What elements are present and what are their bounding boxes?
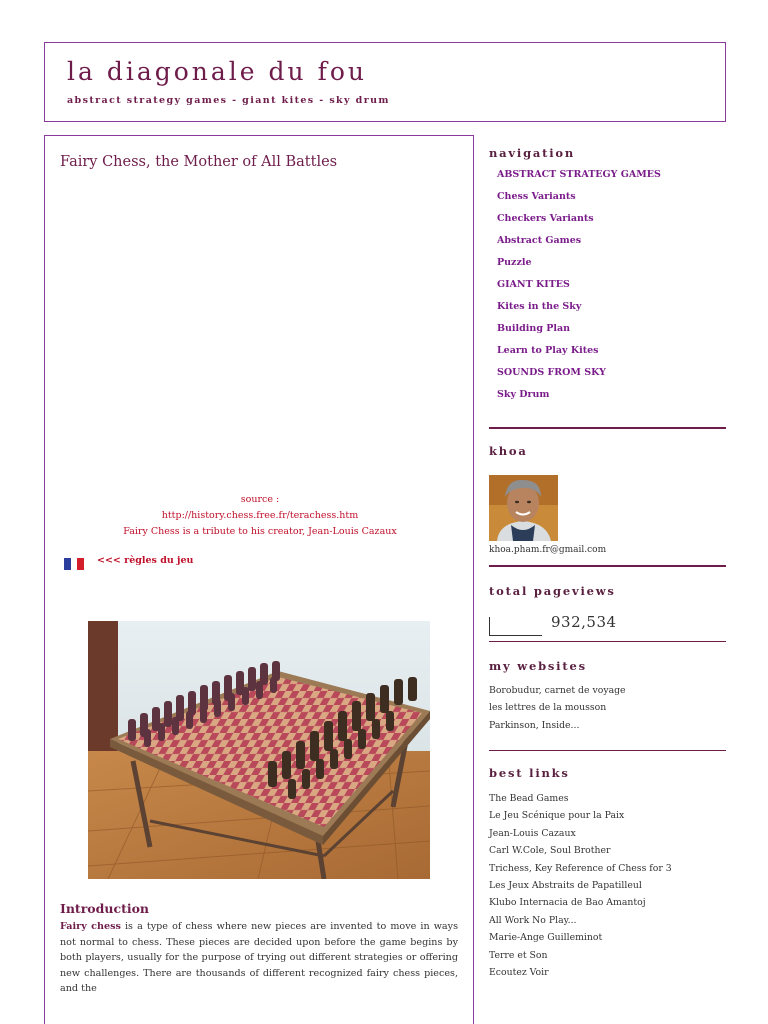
nav-item[interactable]: Checkers Variants	[497, 213, 594, 224]
intro-text: is a type of chess where new pieces are invented to move in ways not normal to chess. These pieces are decided upon before the game begins by both players, usually for the purpose of trying out different strategies or offering new challenges. There are thousands of different recognized fairy chess pieces, and the	[60, 921, 459, 995]
nav-item[interactable]: Building Plan	[497, 323, 571, 334]
nav-item[interactable]: Kites in the Sky	[497, 301, 582, 312]
post-title[interactable]: Fairy Chess, the Mother of All Battles	[60, 154, 338, 170]
nav-item[interactable]: Learn to Play Kites	[497, 345, 599, 356]
divider	[489, 427, 726, 429]
pageviews-heading: total pageviews	[489, 584, 616, 598]
divider	[489, 750, 726, 751]
best-link[interactable]: Ecoutez Voir	[489, 966, 549, 978]
nav-item[interactable]: Abstract Games	[497, 235, 582, 246]
nav-item[interactable]: Puzzle	[497, 257, 532, 268]
divider	[489, 641, 726, 642]
nav-item[interactable]: ABSTRACT STRATEGY GAMES	[497, 169, 661, 180]
best-link[interactable]: Le Jeu Scénique pour la Paix	[489, 810, 625, 822]
source-label: source :	[240, 494, 280, 505]
best-link[interactable]: The Bead Games	[489, 793, 569, 804]
websites-heading: my websites	[489, 659, 587, 673]
rules-link[interactable]: <<< règles du jeu	[97, 555, 194, 566]
best-link[interactable]: All Work No Play...	[489, 914, 577, 926]
nav-list	[497, 169, 661, 411]
sidebar-pageviews	[489, 584, 726, 646]
source-link[interactable]: http://history.chess.free.fr/terachess.htm	[161, 510, 359, 521]
best-link[interactable]: Jean-Louis Cazaux	[489, 827, 576, 839]
best-link[interactable]: Trichess, Key Reference of Chess for 3	[489, 862, 672, 874]
avatar[interactable]	[489, 475, 558, 541]
source-block	[45, 492, 474, 540]
best-link[interactable]: Carl W.Cole, Soul Brother	[489, 845, 611, 857]
intro-paragraph	[60, 919, 458, 997]
divider	[489, 565, 726, 567]
nav-item[interactable]: SOUNDS FROM SKY	[497, 367, 606, 378]
chess-set-photo	[88, 621, 430, 879]
best-link[interactable]: Marie-Ange Guilleminot	[489, 932, 603, 944]
sidebar-websites	[489, 659, 726, 754]
pageviews-sparkline	[489, 617, 542, 636]
website-link[interactable]: les lettres de la mousson	[489, 702, 607, 714]
best-links-list	[489, 793, 672, 984]
navigation-heading: navigation	[489, 146, 576, 160]
best-links-heading: best links	[489, 766, 570, 780]
intro-heading: Introduction	[60, 901, 150, 916]
sidebar-best-links	[489, 766, 726, 996]
tribute-text: Fairy Chess is a tribute to his creator, Jean-Louis Cazaux	[123, 526, 397, 537]
site-title[interactable]: la diagonale du fou	[67, 57, 368, 86]
french-flag-icon	[64, 558, 84, 570]
nav-item[interactable]: GIANT KITES	[497, 279, 570, 290]
intro-term: Fairy chess	[60, 921, 121, 932]
nav-item[interactable]: Sky Drum	[497, 389, 550, 400]
main-post	[44, 135, 474, 1024]
best-link[interactable]: Terre et Son	[489, 949, 548, 961]
website-link[interactable]: Parkinson, Inside...	[489, 719, 580, 731]
nav-item[interactable]: Chess Variants	[497, 191, 576, 202]
sidebar-profile	[489, 444, 726, 569]
blog-header	[44, 42, 726, 122]
best-link[interactable]: Les Jeux Abstraits de Papatilleul	[489, 879, 642, 891]
sidebar-navigation	[489, 146, 726, 436]
pageviews-count: 932,534	[551, 613, 617, 631]
site-tagline: abstract strategy games - giant kites - sky drum	[67, 95, 390, 106]
website-link[interactable]: Borobudur, carnet de voyage	[489, 685, 626, 696]
profile-heading: khoa	[489, 444, 528, 458]
websites-list	[489, 685, 626, 737]
best-link[interactable]: Klubo Internacia de Bao Amantoj	[489, 897, 646, 909]
profile-email[interactable]: khoa.pham.fr@gmail.com	[489, 545, 607, 555]
